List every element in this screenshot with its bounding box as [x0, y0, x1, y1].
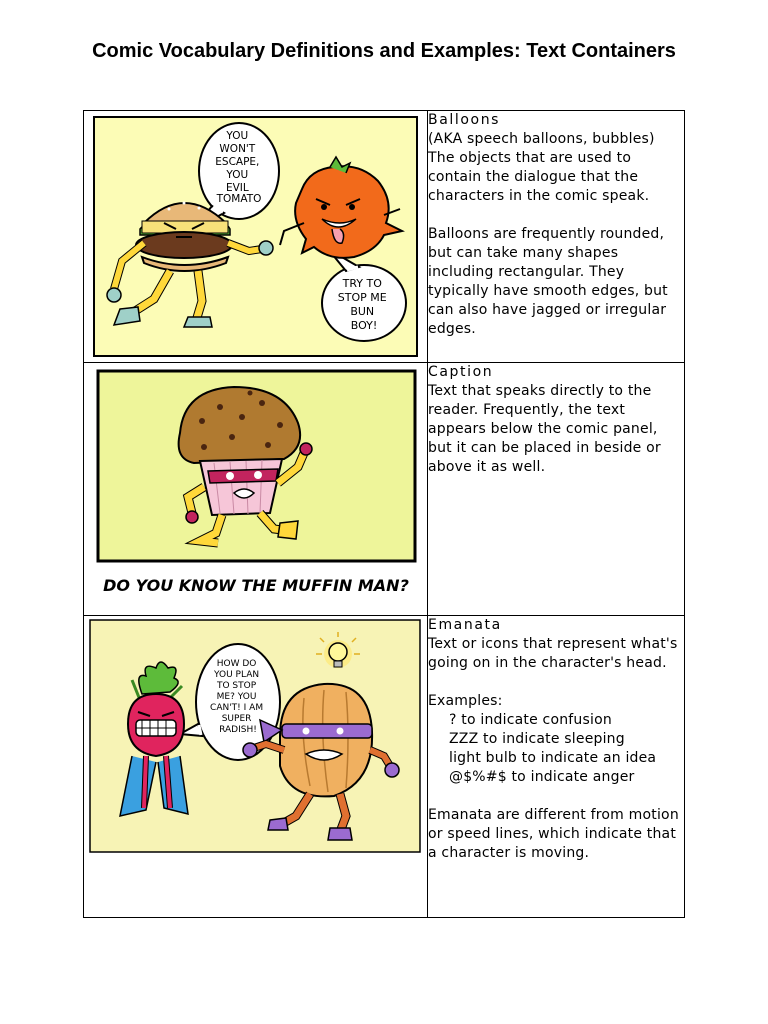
balloon-text: CAN'T! I AM: [210, 703, 264, 713]
balloons-comic-illustration: [84, 111, 427, 362]
definition-cell: [428, 363, 685, 616]
list-item: ? to indicate confusion: [449, 712, 612, 728]
term-aka: (AKA speech balloons, bubbles): [428, 131, 655, 147]
balloon-text: BUN: [350, 305, 375, 318]
emanata-comic-illustration: [84, 616, 427, 917]
balloon-text: TOMATO: [216, 193, 262, 205]
examples-list: [428, 711, 684, 787]
term-heading: Emanata: [428, 617, 502, 633]
balloon-text: WON'T: [219, 143, 256, 155]
term-definition: The objects that are used to contain the dialogue that the characters in the comic speak.: [428, 150, 650, 204]
comic-cell: [84, 363, 428, 616]
term-heading: Caption: [428, 364, 494, 380]
balloon-text: TO STOP: [216, 681, 257, 691]
definition-cell: [428, 616, 685, 918]
balloon-text: RADISH!: [219, 725, 257, 735]
list-item: light bulb to indicate an idea: [449, 750, 657, 766]
caption-comic-illustration: [84, 363, 427, 615]
balloon-text: EVIL: [225, 182, 249, 194]
table-row: [84, 111, 685, 363]
term-definition: Text that speaks directly to the reader. Frequently, the text appears below the comic panel, but it can be placed in beside or above it as well.: [428, 383, 661, 475]
table-row: [84, 616, 685, 918]
table-row: [84, 363, 685, 616]
term-detail: Emanata are different from motion or speed lines, which indicate that a character is moving.: [428, 807, 679, 861]
list-item: @$%#$ to indicate anger: [449, 769, 635, 785]
balloon-text: STOP ME: [337, 291, 387, 304]
comic-cell: [84, 616, 428, 918]
term-heading: Balloons: [428, 112, 501, 128]
balloon-text: YOU PLAN: [214, 670, 260, 680]
balloon-text: ME? YOU: [216, 692, 257, 702]
comic-caption: DO YOU KNOW THE MUFFIN MAN?: [103, 576, 409, 595]
vocab-table: [83, 110, 685, 918]
examples-label: Examples:: [428, 693, 503, 709]
balloon-text: YOU: [226, 169, 249, 181]
balloon-text: YOU: [226, 130, 249, 142]
balloon-text: ESCAPE,: [215, 156, 260, 168]
comic-cell: [84, 111, 428, 363]
term-definition: Text or icons that represent what's going on in the character's head.: [428, 636, 678, 671]
balloon-text: HOW DO: [216, 659, 257, 669]
list-item: ZZZ to indicate sleeping: [449, 731, 625, 747]
balloon-text: SUPER: [221, 714, 252, 724]
definition-cell: [428, 111, 685, 363]
page-title: Comic Vocabulary Definitions and Examples: Text Containers: [92, 40, 676, 62]
balloon-text: BOY!: [350, 319, 378, 332]
term-detail: Balloons are frequently rounded, but can take many shapes including rectangular. They typically have smooth edges, but can also have jagged or irregular edges.: [428, 226, 668, 337]
balloon-text: TRY TO: [342, 277, 382, 290]
